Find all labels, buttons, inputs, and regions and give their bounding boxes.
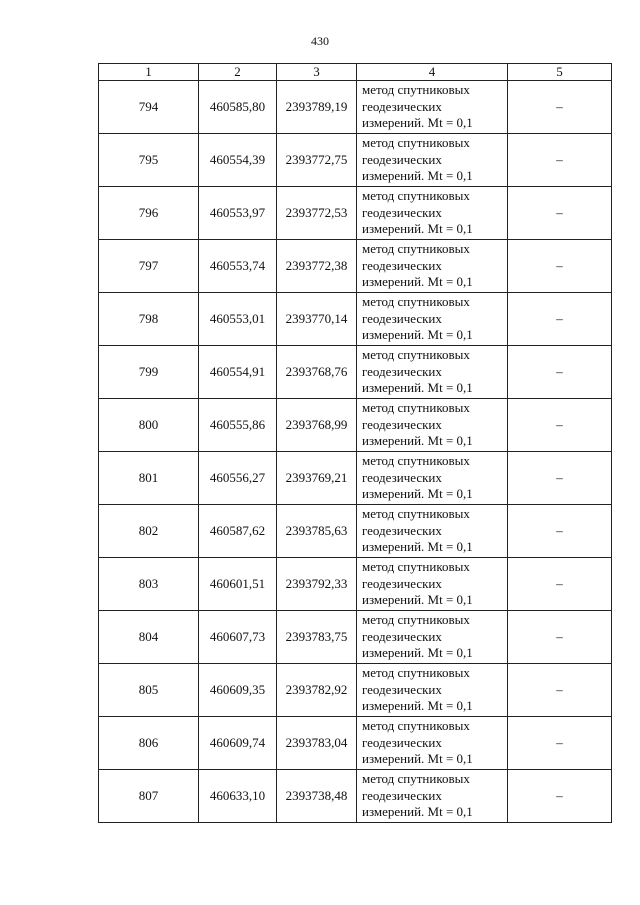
- table-header-row: [99, 64, 612, 81]
- method-cell: [357, 346, 508, 399]
- method-text-line: метод спутниковых: [362, 771, 470, 787]
- point-number-cell: 802: [99, 505, 199, 558]
- method-text-line: метод спутниковых: [362, 241, 470, 257]
- method-text-line: метод спутниковых: [362, 453, 470, 469]
- method-text-line: геодезических: [362, 204, 442, 220]
- point-number-cell: 804: [99, 611, 199, 664]
- y-coordinate-cell: 2393785,63: [277, 505, 357, 558]
- point-number-cell: 800: [99, 399, 199, 452]
- method-cell: [357, 452, 508, 505]
- method-cell: [357, 770, 508, 823]
- point-number-cell: 796: [99, 187, 199, 240]
- table-row: [99, 558, 612, 611]
- method-text-line: измерений. Mt = 0,1: [362, 221, 473, 237]
- table-row: [99, 187, 612, 240]
- method-text-line: измерений. Mt = 0,1: [362, 539, 473, 555]
- y-coordinate-cell: 2393772,38: [277, 240, 357, 293]
- column-5-cell: –: [508, 346, 612, 399]
- x-coordinate-cell: 460554,91: [199, 346, 277, 399]
- point-number-cell: 801: [99, 452, 199, 505]
- method-text-line: геодезических: [362, 522, 442, 538]
- column-5-cell: –: [508, 664, 612, 717]
- method-text-line: измерений. Mt = 0,1: [362, 168, 473, 184]
- table-row: [99, 346, 612, 399]
- method-text-line: геодезических: [362, 575, 442, 591]
- method-text-line: измерений. Mt = 0,1: [362, 274, 473, 290]
- coordinates-table: [98, 63, 612, 823]
- x-coordinate-cell: 460585,80: [199, 81, 277, 134]
- method-cell: [357, 399, 508, 452]
- method-text-line: метод спутниковых: [362, 135, 470, 151]
- column-5-cell: –: [508, 558, 612, 611]
- x-coordinate-cell: 460553,74: [199, 240, 277, 293]
- point-number-cell: 797: [99, 240, 199, 293]
- page-number: 430: [311, 34, 329, 48]
- x-coordinate-cell: 460633,10: [199, 770, 277, 823]
- column-5-cell: –: [508, 293, 612, 346]
- method-text-line: геодезических: [362, 787, 442, 803]
- y-coordinate-cell: 2393772,75: [277, 134, 357, 187]
- column-5-cell: –: [508, 452, 612, 505]
- table-row: [99, 240, 612, 293]
- table-row: [99, 399, 612, 452]
- method-cell: [357, 240, 508, 293]
- method-cell: [357, 611, 508, 664]
- column-header-2: 2: [199, 64, 277, 81]
- column-5-cell: –: [508, 611, 612, 664]
- x-coordinate-cell: 460555,86: [199, 399, 277, 452]
- column-5-cell: –: [508, 505, 612, 558]
- x-coordinate-cell: 460607,73: [199, 611, 277, 664]
- table-row: [99, 81, 612, 134]
- method-cell: [357, 187, 508, 240]
- method-text-line: геодезических: [362, 257, 442, 273]
- method-text-line: геодезических: [362, 416, 442, 432]
- column-5-cell: –: [508, 240, 612, 293]
- method-cell: [357, 134, 508, 187]
- method-text-line: метод спутниковых: [362, 665, 470, 681]
- column-header-5: 5: [508, 64, 612, 81]
- column-header-4: 4: [357, 64, 508, 81]
- method-text-line: метод спутниковых: [362, 347, 470, 363]
- table-row: [99, 505, 612, 558]
- table-body: [99, 64, 612, 823]
- x-coordinate-cell: 460553,01: [199, 293, 277, 346]
- method-text-line: метод спутниковых: [362, 612, 470, 628]
- table-row: [99, 293, 612, 346]
- point-number-cell: 798: [99, 293, 199, 346]
- column-5-cell: –: [508, 187, 612, 240]
- table-row: [99, 134, 612, 187]
- method-text-line: метод спутниковых: [362, 559, 470, 575]
- method-text-line: измерений. Mt = 0,1: [362, 327, 473, 343]
- y-coordinate-cell: 2393772,53: [277, 187, 357, 240]
- table-row: [99, 717, 612, 770]
- x-coordinate-cell: 460587,62: [199, 505, 277, 558]
- method-text-line: метод спутниковых: [362, 294, 470, 310]
- point-number-cell: 805: [99, 664, 199, 717]
- method-text-line: геодезических: [362, 734, 442, 750]
- method-text-line: геодезических: [362, 98, 442, 114]
- method-text-line: измерений. Mt = 0,1: [362, 486, 473, 502]
- y-coordinate-cell: 2393783,04: [277, 717, 357, 770]
- table-row: [99, 664, 612, 717]
- method-text-line: измерений. Mt = 0,1: [362, 380, 473, 396]
- table-row: [99, 611, 612, 664]
- y-coordinate-cell: 2393783,75: [277, 611, 357, 664]
- point-number-cell: 807: [99, 770, 199, 823]
- column-header-3: 3: [277, 64, 357, 81]
- column-5-cell: –: [508, 399, 612, 452]
- y-coordinate-cell: 2393768,76: [277, 346, 357, 399]
- y-coordinate-cell: 2393769,21: [277, 452, 357, 505]
- y-coordinate-cell: 2393768,99: [277, 399, 357, 452]
- method-text-line: измерений. Mt = 0,1: [362, 433, 473, 449]
- method-text-line: геодезических: [362, 151, 442, 167]
- method-cell: [357, 717, 508, 770]
- point-number-cell: 794: [99, 81, 199, 134]
- column-5-cell: –: [508, 81, 612, 134]
- point-number-cell: 795: [99, 134, 199, 187]
- x-coordinate-cell: 460601,51: [199, 558, 277, 611]
- method-text-line: метод спутниковых: [362, 400, 470, 416]
- method-text-line: геодезических: [362, 681, 442, 697]
- method-text-line: геодезических: [362, 310, 442, 326]
- y-coordinate-cell: 2393738,48: [277, 770, 357, 823]
- method-text-line: измерений. Mt = 0,1: [362, 115, 473, 131]
- x-coordinate-cell: 460556,27: [199, 452, 277, 505]
- method-cell: [357, 664, 508, 717]
- method-cell: [357, 81, 508, 134]
- method-text-line: метод спутниковых: [362, 188, 470, 204]
- method-text-line: измерений. Mt = 0,1: [362, 698, 473, 714]
- x-coordinate-cell: 460553,97: [199, 187, 277, 240]
- point-number-cell: 799: [99, 346, 199, 399]
- table-row: [99, 770, 612, 823]
- method-text-line: измерений. Mt = 0,1: [362, 804, 473, 820]
- y-coordinate-cell: 2393792,33: [277, 558, 357, 611]
- method-text-line: геодезических: [362, 363, 442, 379]
- method-text-line: метод спутниковых: [362, 82, 470, 98]
- x-coordinate-cell: 460609,35: [199, 664, 277, 717]
- y-coordinate-cell: 2393782,92: [277, 664, 357, 717]
- method-cell: [357, 505, 508, 558]
- method-text-line: геодезических: [362, 628, 442, 644]
- column-5-cell: –: [508, 770, 612, 823]
- point-number-cell: 803: [99, 558, 199, 611]
- method-text-line: измерений. Mt = 0,1: [362, 645, 473, 661]
- y-coordinate-cell: 2393789,19: [277, 81, 357, 134]
- column-5-cell: –: [508, 134, 612, 187]
- method-cell: [357, 293, 508, 346]
- method-text-line: измерений. Mt = 0,1: [362, 592, 473, 608]
- x-coordinate-cell: 460554,39: [199, 134, 277, 187]
- x-coordinate-cell: 460609,74: [199, 717, 277, 770]
- y-coordinate-cell: 2393770,14: [277, 293, 357, 346]
- column-5-cell: –: [508, 717, 612, 770]
- table-row: [99, 452, 612, 505]
- method-text-line: метод спутниковых: [362, 718, 470, 734]
- column-header-1: 1: [99, 64, 199, 81]
- method-text-line: геодезических: [362, 469, 442, 485]
- method-cell: [357, 558, 508, 611]
- point-number-cell: 806: [99, 717, 199, 770]
- method-text-line: измерений. Mt = 0,1: [362, 751, 473, 767]
- method-text-line: метод спутниковых: [362, 506, 470, 522]
